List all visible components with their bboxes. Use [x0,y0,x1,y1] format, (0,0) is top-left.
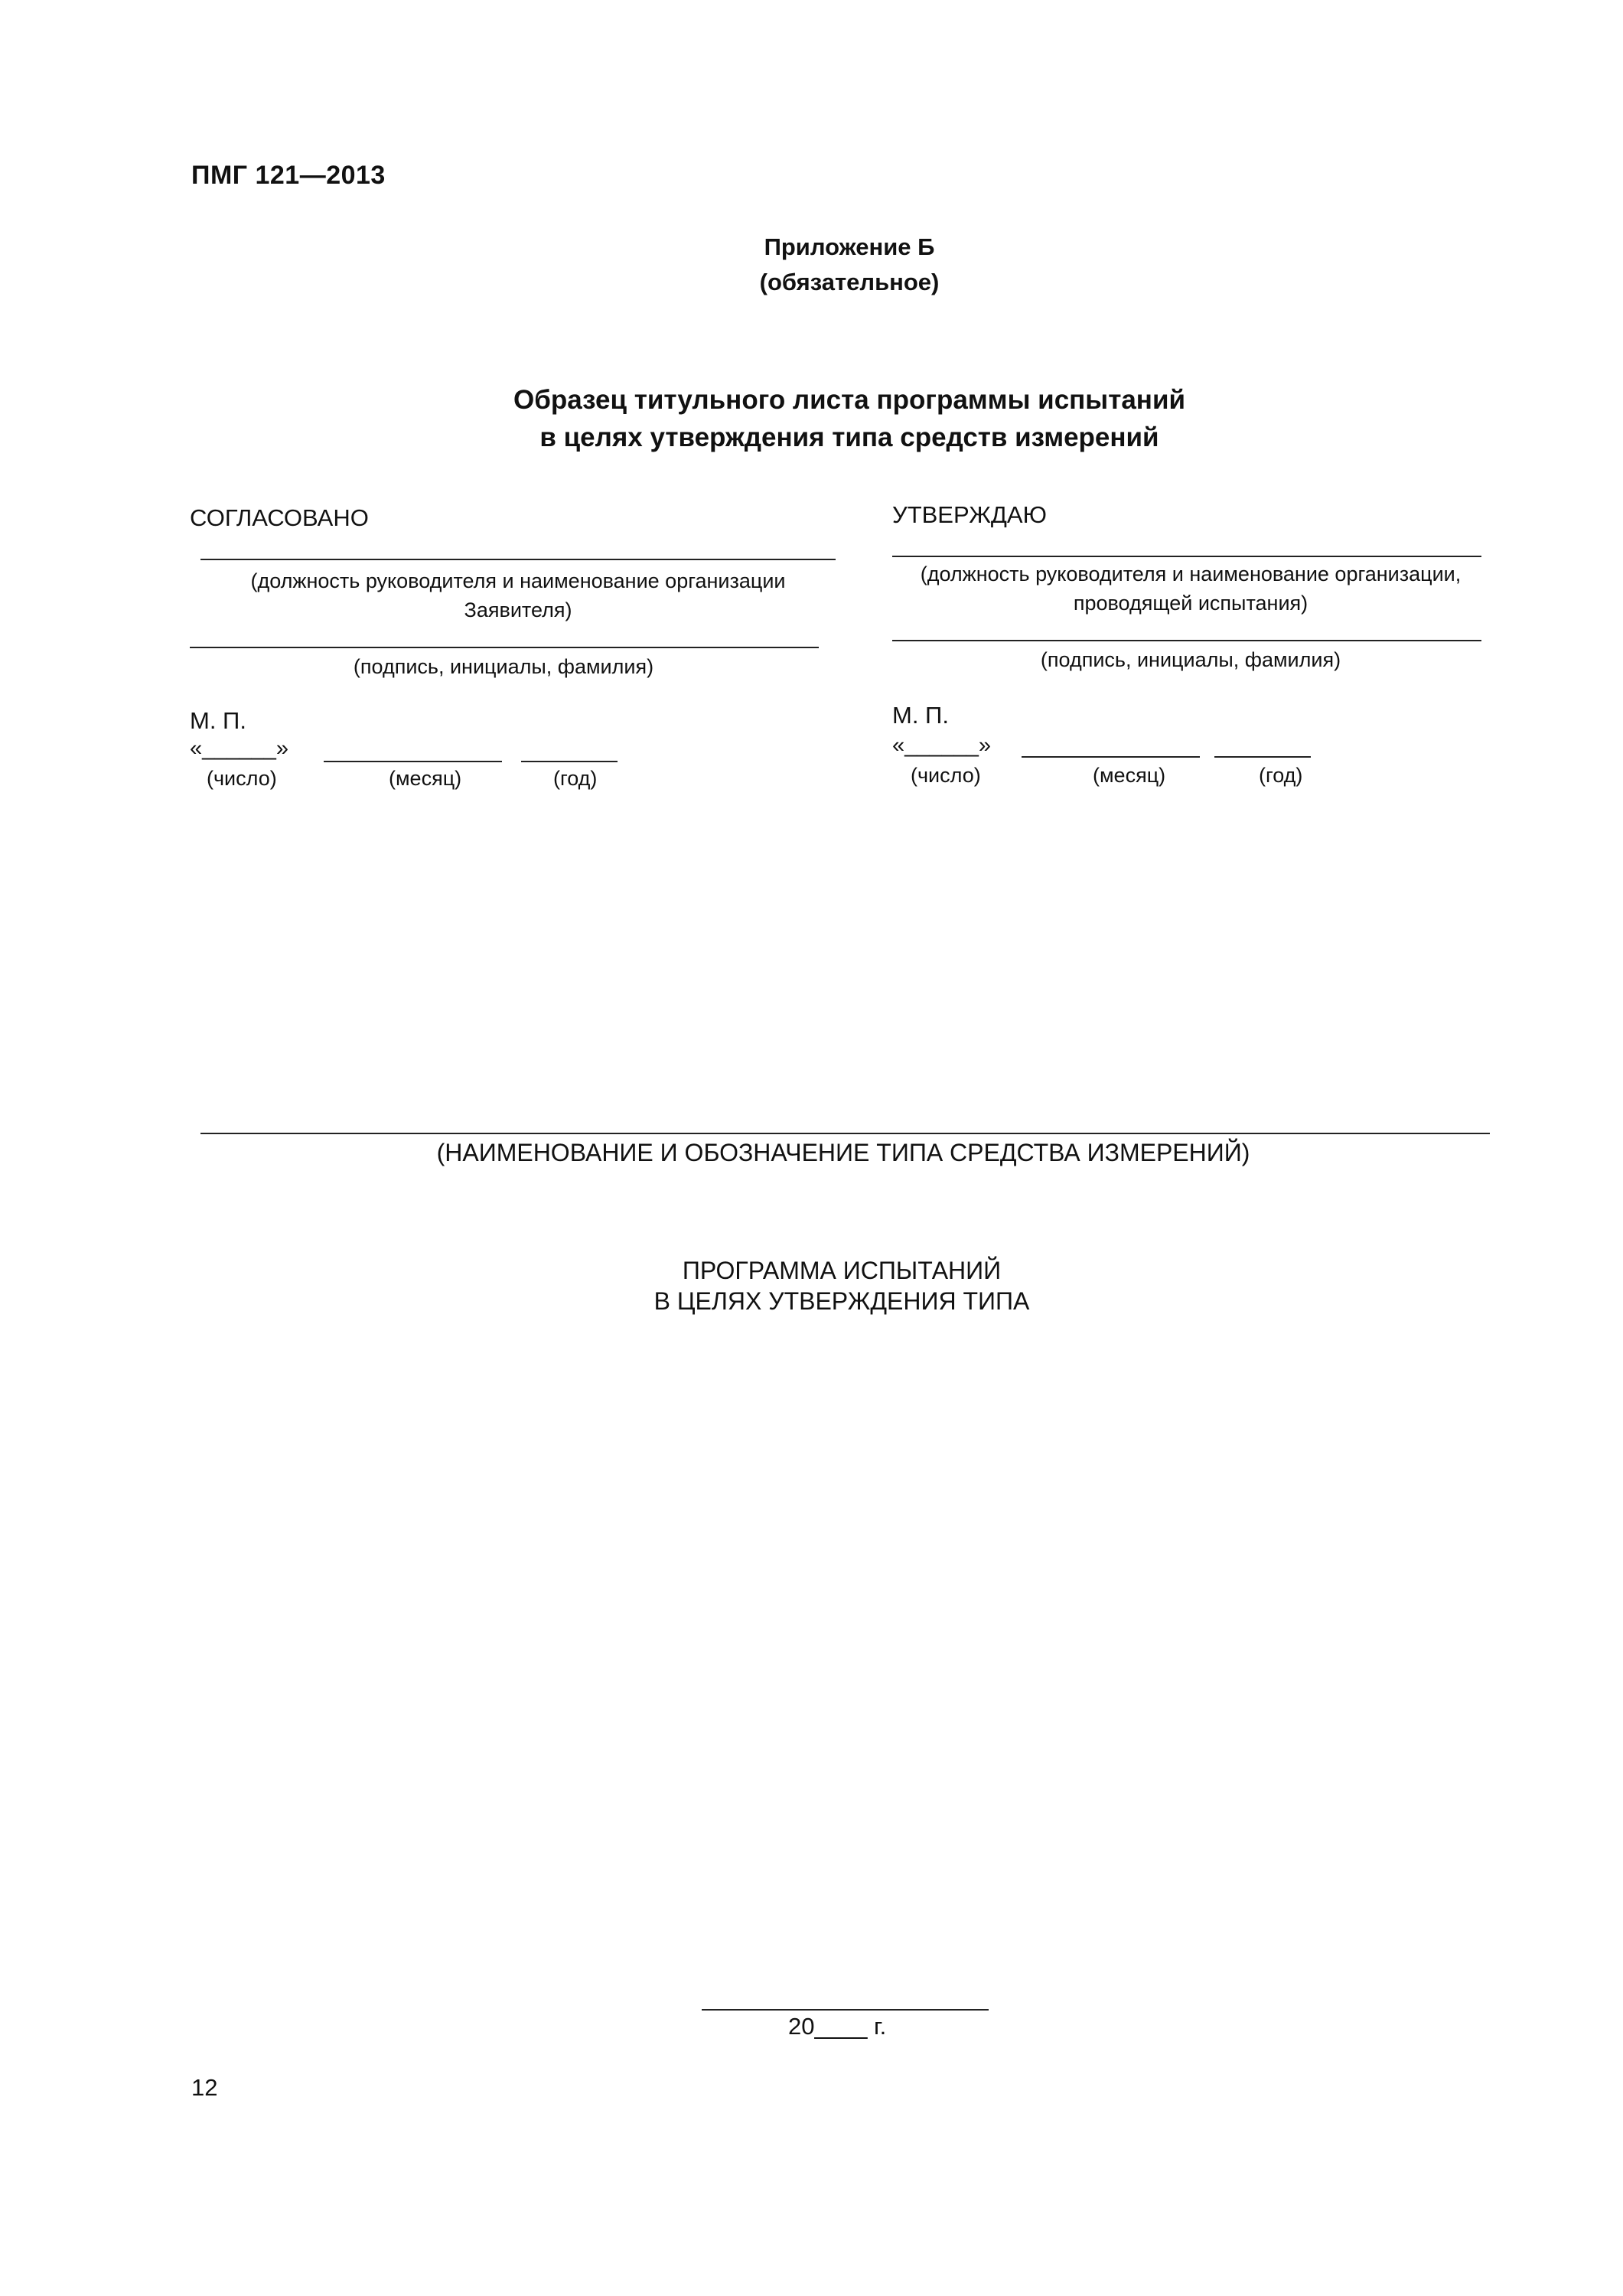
right-day-label: (число) [911,764,981,787]
program-title-line-2: В ЦЕЛЯХ УТВЕРЖДЕНИЯ ТИПА [653,1287,1030,1315]
left-org-caption-line-2: Заявителя) [464,598,572,621]
left-year-line [521,761,618,762]
right-org-caption [892,559,1489,618]
document-code: ПМГ 121—2013 [191,161,386,190]
left-org-caption-line-1: (должность руководителя и наименование организации [250,569,786,592]
device-name-line [200,1133,1490,1134]
left-org-line [200,559,836,560]
right-seal-label: М. П. [892,702,949,729]
year-field: 20____ г. [788,2013,887,2040]
left-month-line [324,761,502,762]
left-sign-line [190,647,819,648]
left-org-caption [200,566,836,625]
right-org-caption-line-2: проводящей испытания) [1073,592,1309,615]
left-month-label: (месяц) [389,767,462,790]
right-year-label: (год) [1259,764,1303,787]
right-month-label: (месяц) [1093,764,1166,787]
appendix-title: Приложение Б [764,233,935,260]
right-sign-line [892,640,1481,641]
appendix-heading [689,230,1010,300]
appendix-status: (обязательное) [759,269,940,295]
right-day-field: «______» [892,733,992,758]
right-heading: УТВЕРЖДАЮ [892,501,1047,528]
left-sign-caption: (подпись, инициалы, фамилия) [353,655,654,678]
left-seal-label: М. П. [190,707,246,734]
device-caption: (НАИМЕНОВАНИЕ И ОБОЗНАЧЕНИЕ ТИПА СРЕДСТВА ИЗМЕРЕНИЙ) [436,1139,1250,1166]
right-sign-caption: (подпись, инициалы, фамилия) [1040,648,1341,671]
right-org-caption-line-1: (должность руководителя и наименование организации, [920,563,1462,585]
right-month-line [1022,756,1200,758]
left-year-label: (год) [553,767,598,790]
right-org-line [892,556,1481,557]
title-line-2: в целях утверждения типа средств измерений [539,422,1159,452]
left-heading: СОГЛАСОВАНО [190,504,369,531]
title-line-1: Образец титульного листа программы испытаний [513,385,1185,415]
program-title-line-1: ПРОГРАММА ИСПЫТАНИЙ [682,1257,1002,1284]
left-day-label: (число) [207,767,277,790]
page-number: 12 [191,2074,218,2101]
right-year-line [1214,756,1311,758]
place-line [702,2009,989,2011]
page-title [429,381,1270,456]
left-day-field: «______» [190,736,289,761]
program-title [536,1255,1148,1316]
